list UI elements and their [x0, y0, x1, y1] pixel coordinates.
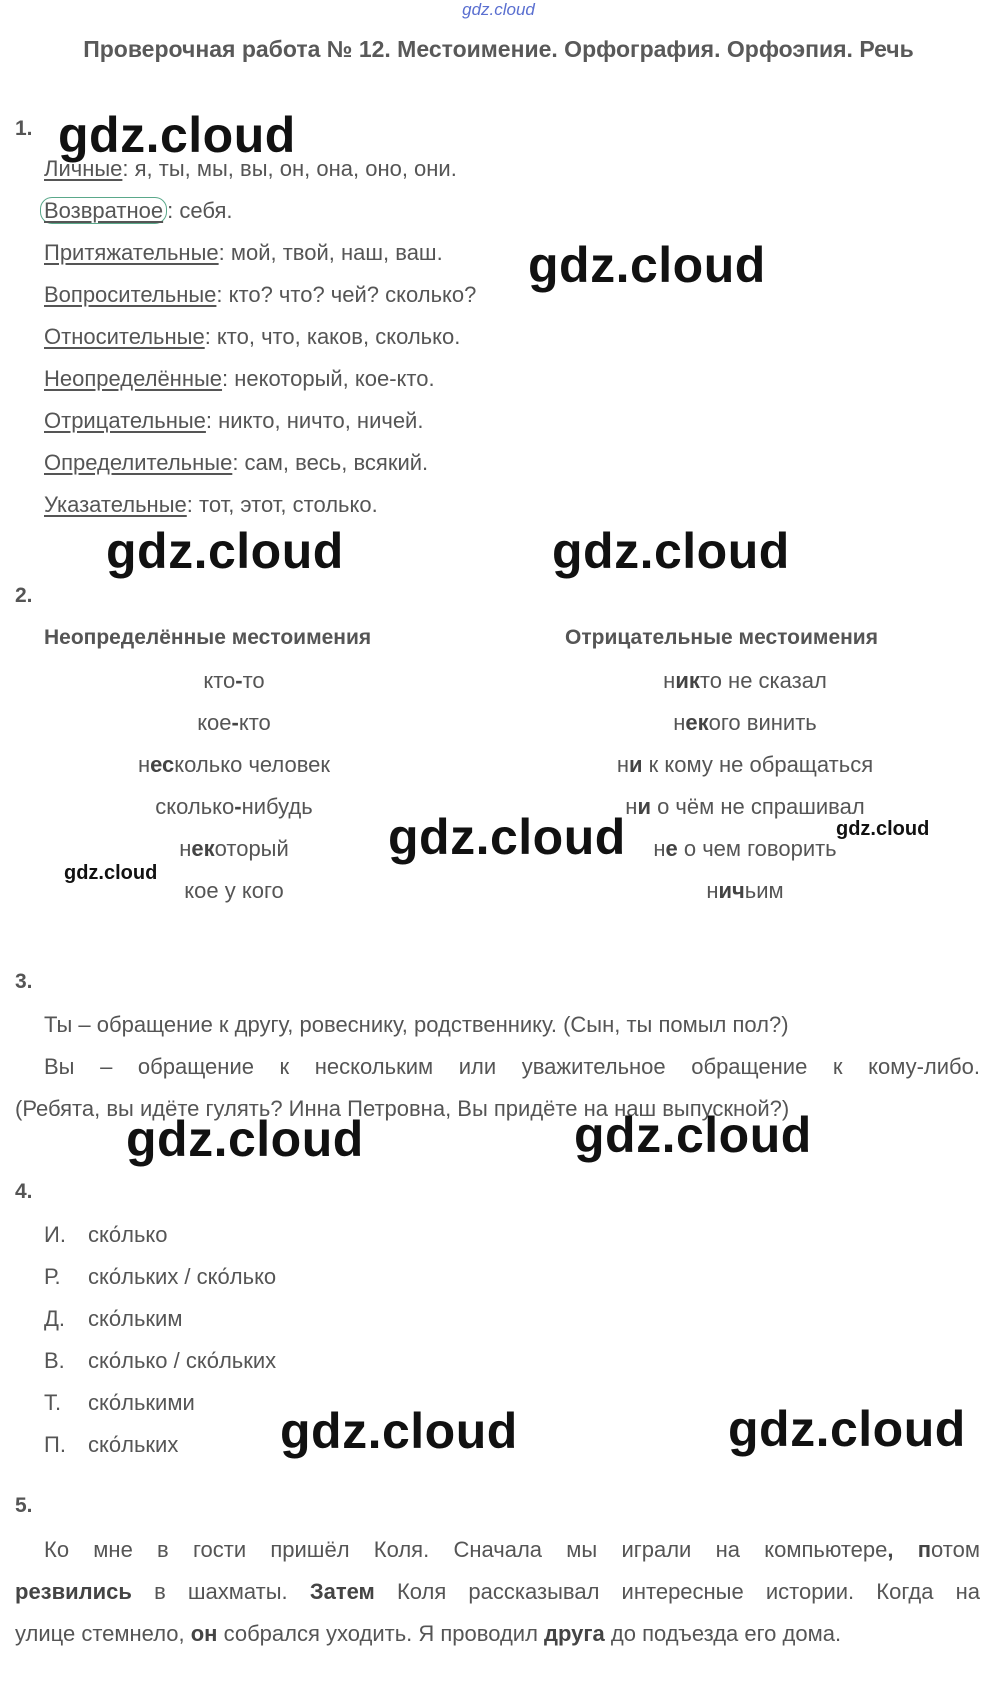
- text-highlight: Затем: [309, 1579, 375, 1604]
- task1-row: [44, 366, 435, 392]
- text-highlight: , п: [887, 1537, 932, 1562]
- item-part: нибудь: [241, 794, 313, 819]
- item-part: н: [179, 836, 192, 861]
- item-highlight: и: [637, 794, 651, 819]
- case-row: [44, 1390, 195, 1416]
- watermark: gdz.cloud: [280, 1403, 518, 1459]
- task1-text: : кто? что? чей? сколько?: [216, 282, 477, 307]
- item-part: то не сказал: [699, 668, 827, 693]
- watermark: gdz.cloud: [552, 523, 790, 579]
- item-highlight: ек: [191, 836, 215, 861]
- task1-text: : некоторый, кое-кто.: [222, 366, 435, 391]
- task1-text: : тот, этот, столько.: [186, 492, 378, 517]
- negative-item: [565, 710, 925, 736]
- task1-label: Вопросительные: [44, 282, 217, 307]
- task1-text: : кто, что, каков, сколько.: [204, 324, 461, 349]
- indefinite-item: [44, 836, 424, 862]
- item-part: о чём не спрашивал: [650, 794, 865, 819]
- negative-header: Отрицательные местоимения: [565, 626, 878, 649]
- task1-row: [44, 408, 423, 434]
- negative-item: [565, 878, 925, 904]
- item-part: ого винить: [708, 710, 817, 735]
- item-part: н: [616, 752, 630, 777]
- watermark: gdz.cloud: [126, 1111, 364, 1167]
- case-label: Д.: [44, 1306, 66, 1331]
- case-label: П.: [44, 1432, 66, 1457]
- item-part: ьим: [744, 878, 784, 903]
- item-part: кое: [197, 710, 232, 735]
- case-label: Т.: [44, 1390, 62, 1415]
- case-form: ско́лько / ско́льких: [88, 1348, 277, 1373]
- case-form: ско́льких / ско́лько: [88, 1264, 277, 1289]
- task1-row: [44, 240, 443, 266]
- watermark: gdz.cloud: [574, 1107, 812, 1163]
- item-part: н: [625, 794, 638, 819]
- item-highlight: ич: [718, 878, 745, 903]
- text-part: в шахматы.: [131, 1579, 310, 1604]
- task1-label: Отрицательные: [44, 408, 206, 433]
- item-highlight: ек: [685, 710, 709, 735]
- task1-row: [44, 198, 232, 224]
- task1-text: : сам, весь, всякий.: [232, 450, 429, 475]
- text-part: улице стемнело,: [15, 1621, 191, 1646]
- page-title: Проверочная работа № 12. Местоимение. Орфография. Орфоэпия. Речь: [83, 36, 914, 62]
- task1-row: [44, 324, 460, 350]
- case-label: В.: [44, 1348, 65, 1373]
- item-highlight: е: [665, 836, 678, 861]
- task3-line: Вы – обращение к нескольким или уважительное обращение к кому-либо.: [44, 1054, 980, 1079]
- case-row: [44, 1306, 182, 1332]
- item-part: н: [653, 836, 666, 861]
- item-part: сколько: [155, 794, 235, 819]
- task1-row: [44, 492, 378, 518]
- task5-line: [44, 1537, 980, 1563]
- text-part: до подъезда его дома.: [604, 1621, 842, 1646]
- watermark: gdz.cloud: [64, 862, 158, 884]
- task1-label: Личные: [44, 156, 123, 181]
- case-form: ско́лько: [88, 1222, 168, 1247]
- text-part: Коля рассказывал интересные истории. Когда на: [374, 1579, 980, 1604]
- indefinite-item: [44, 710, 424, 736]
- item-part: колько человек: [174, 752, 331, 777]
- top-watermark: gdz.cloud: [462, 0, 535, 19]
- text-part: собрался уходить. Я проводил: [217, 1621, 545, 1646]
- case-form: ско́льких: [88, 1432, 179, 1457]
- case-label: И.: [44, 1222, 66, 1247]
- text-highlight: резвились: [15, 1579, 132, 1604]
- case-form: ско́лькими: [88, 1390, 195, 1415]
- watermark: gdz.cloud: [728, 1401, 966, 1457]
- item-part: н: [673, 710, 686, 735]
- task5-number: 5.: [15, 1494, 33, 1517]
- case-form: ско́льким: [88, 1306, 183, 1331]
- watermark: gdz.cloud: [836, 818, 930, 840]
- task1-label: Относительные: [44, 324, 205, 349]
- item-part: кое у кого: [184, 878, 284, 903]
- task1-text: : себя.: [167, 198, 233, 223]
- task1-label: Определительные: [44, 450, 233, 475]
- task3-line: (Ребята, вы идёте гулять? Инна Петровна, Вы придёте на наш выпускной?): [15, 1096, 790, 1121]
- indefinite-item: [44, 668, 424, 694]
- case-row: [44, 1432, 178, 1458]
- item-part: кто: [203, 668, 236, 693]
- negative-item: [565, 668, 925, 694]
- task1-label: Неопределённые: [44, 366, 223, 391]
- item-part: кто: [238, 710, 271, 735]
- task1-label: Возвратное: [40, 197, 167, 224]
- task1-number: 1.: [15, 117, 33, 140]
- task1-row: [44, 282, 476, 308]
- task1-text: : я, ты, мы, вы, он, она, оно, они.: [122, 156, 457, 181]
- watermark: gdz.cloud: [528, 237, 766, 293]
- task1-row: [44, 156, 457, 182]
- item-part: н: [706, 878, 719, 903]
- text-part: отом: [931, 1537, 980, 1562]
- indefinite-item: [44, 794, 424, 820]
- item-highlight: -: [235, 668, 243, 693]
- task3-number: 3.: [15, 970, 33, 993]
- item-part: н: [137, 752, 151, 777]
- task4-number: 4.: [15, 1180, 33, 1203]
- watermark: gdz.cloud: [106, 523, 344, 579]
- item-part: н: [663, 668, 676, 693]
- task3-line: Ты – обращение к другу, ровеснику, родственнику. (Сын, ты помыл пол?): [44, 1012, 789, 1037]
- item-highlight: -: [234, 794, 242, 819]
- case-label: Р.: [44, 1264, 61, 1289]
- case-row: [44, 1264, 276, 1290]
- item-highlight: ес: [150, 752, 175, 777]
- task1-row: [44, 450, 428, 476]
- item-highlight: и: [629, 752, 643, 777]
- task1-label: Указательные: [44, 492, 187, 517]
- task5-line: [15, 1621, 841, 1647]
- task5-line: [15, 1579, 980, 1605]
- case-row: [44, 1348, 276, 1374]
- indefinite-item: [44, 752, 424, 778]
- task1-text: : никто, ничто, ничей.: [205, 408, 424, 433]
- item-part: о чем говорить: [677, 836, 837, 861]
- item-part: то: [242, 668, 265, 693]
- indefinite-header: Неопределённые местоимения: [44, 626, 372, 649]
- text-highlight: он: [190, 1621, 218, 1646]
- text-highlight: друга: [544, 1621, 605, 1646]
- task1-text: : мой, твой, наш, ваш.: [218, 240, 443, 265]
- item-highlight: ик: [675, 668, 700, 693]
- text-part: Ко мне в гости пришёл Коля. Сначала мы играли на компьютере: [44, 1537, 888, 1562]
- item-highlight: -: [231, 710, 239, 735]
- watermark: gdz.cloud: [58, 107, 296, 163]
- negative-item: [565, 752, 925, 778]
- item-part: оторый: [214, 836, 289, 861]
- case-row: [44, 1222, 168, 1248]
- watermark: gdz.cloud: [388, 809, 626, 865]
- task1-label: Притяжательные: [44, 240, 219, 265]
- task2-number: 2.: [15, 584, 33, 607]
- item-part: к кому не обращаться: [642, 752, 874, 777]
